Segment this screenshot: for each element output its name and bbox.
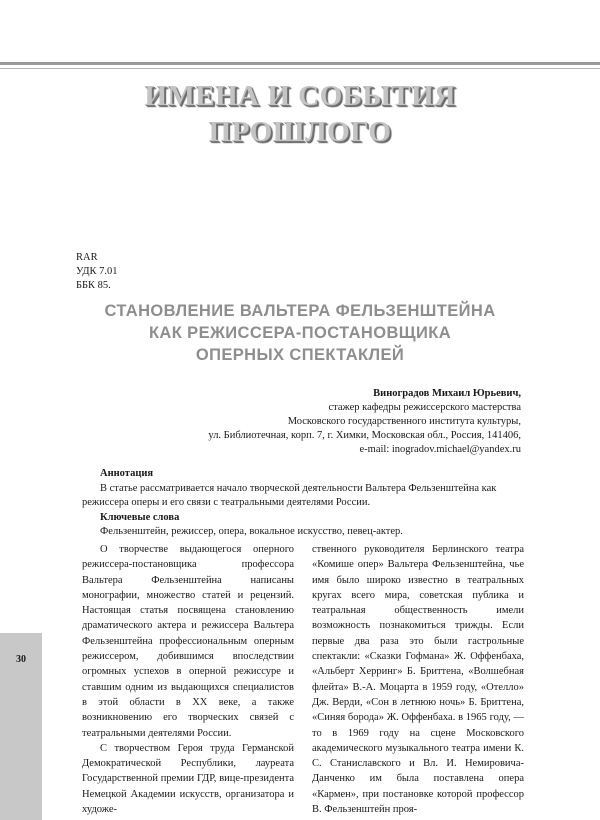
author-email: e-mail: inogradov.michael@yandex.ru bbox=[359, 444, 521, 455]
body-paragraph: С творчеством Героя труда Германской Демократической Республики, лауреата Государственной премии ГДР, вице-президента Немецкой Академии искусств, организатора и художе- bbox=[82, 742, 294, 816]
section-heading bbox=[0, 78, 600, 150]
article-title-line-2: КАК РЕЖИССЕРА-ПОСТАНОВЩИКА bbox=[148, 324, 452, 342]
header-rule-thick bbox=[0, 62, 600, 65]
article-title bbox=[20, 300, 580, 366]
author-position: стажер кафедры режиссерского мастерства bbox=[328, 402, 521, 413]
body-paragraph: О творчестве выдающегося оперного режиссера-постановщика профессора Вальтера Фельзенштейна написаны монографии, множество статей и рецензий. Настоящая статья посвящена становлению драматического актера и режиссера Вальтера Фельзенштейна профессиональным оперным режиссером, добившимся впоследствии огромных успехов в оперной режиссуре и ставшим одним из выдающихся специалистов в этой области в XX веке, а также возникновению его творческих связей с театральными деятелями России. bbox=[82, 544, 294, 739]
keywords-text: Фельзенштейн, режиссер, опера, вокальное искусство, певец-актер. bbox=[100, 526, 403, 537]
bbk-code: ББК 85. bbox=[76, 280, 111, 291]
header-rule-thin bbox=[0, 68, 600, 69]
author-name: Виноградов Михаил Юрьевич, bbox=[373, 388, 521, 399]
author-address: ул. Библиотечная, корп. 7, г. Химки, Московская обл., Россия, 141406, bbox=[208, 430, 521, 441]
body-column-left bbox=[82, 542, 294, 817]
article-title-line-3: ОПЕРНЫХ СПЕКТАКЛЕЙ bbox=[195, 346, 405, 364]
rar-code: RAR bbox=[76, 252, 98, 263]
section-heading-line-1: ИМЕНА И СОБЫТИЯ bbox=[144, 80, 456, 112]
section-heading-line-2: ПРОШЛОГО bbox=[208, 116, 392, 148]
article-title-line-1: СТАНОВЛЕНИЕ ВАЛЬТЕРА ФЕЛЬЗЕНШТЕЙНА bbox=[104, 302, 496, 320]
abstract-block bbox=[82, 467, 522, 540]
page-number: 30 bbox=[16, 654, 26, 665]
author-institution: Московского государственного института культуры, bbox=[287, 416, 521, 427]
classification-codes bbox=[76, 251, 118, 293]
abstract-label: Аннотация bbox=[100, 468, 154, 479]
keywords-label: Ключевые слова bbox=[100, 511, 180, 523]
body-column-right bbox=[312, 542, 524, 817]
body-paragraph: ственного руководителя Берлинского театра «Комише опер» Вальтера Фельзенштейна, чье имя было широко известно в театральных кругах всего мира, советская публика и театральная общественность имели возможность познакомиться трижды. Если первые два раза это были гастрольные спектакли: «Сказки Гофмана» Ж. Оффенбаха, «Альберт Херринг» Б. Бриттена, «Волшебная флейта» В.-А. Моцарта в 1959 году, «Отелло» Дж. Верди, «Сон в летнюю ночь» Б. Бриттена, «Синяя борода» Ж. Оффенбаха. в 1965 году, — то в 1969 году на сцене Московского академического музыкального театра имени К. С. Станиславского и Вл. И. Немировича-Данченко им была поставлена опера «Кармен», при постановке которой профессор В. Фельзенштейн проя- bbox=[312, 544, 524, 816]
abstract-text: В статье рассматривается начало творческой деятельности Вальтера Фельзенштейна как режиссера оперы и его связи с театральными деятелями России. bbox=[82, 482, 497, 508]
udk-code: УДК 7.01 bbox=[76, 266, 118, 277]
author-block bbox=[208, 387, 521, 457]
